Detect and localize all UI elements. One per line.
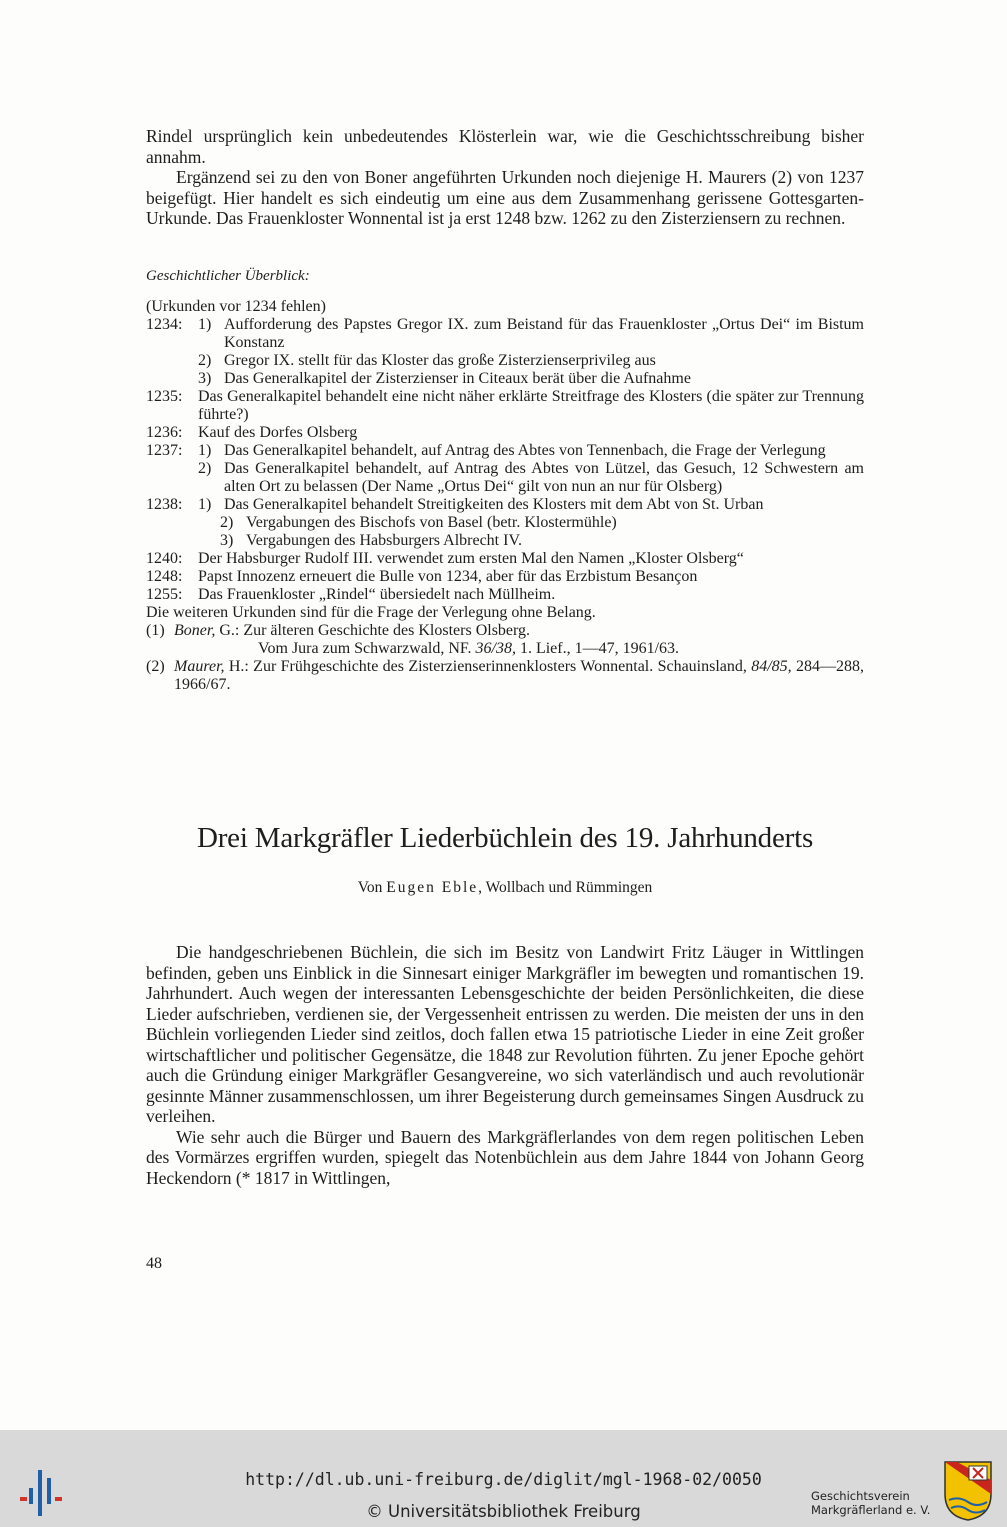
article-title: Drei Markgräfler Liederbüchlein des 19. Jahrhunderts — [196, 822, 814, 854]
timeline-text: Papst Innozenz erneuert die Bulle von 1234, aber für das Erzbistum Besançon — [198, 568, 698, 585]
timeline-number: 1) — [198, 442, 212, 459]
page-number: 48 — [146, 1255, 162, 1272]
timeline-number: 3) — [198, 370, 212, 387]
timeline-text: Das Generalkapitel der Zisterzienser in Citeaux berät über die Aufnahme — [224, 370, 691, 387]
timeline-year: 1240: — [146, 550, 183, 567]
byline-author: Eugen Eble — [386, 879, 479, 896]
byline-suffix: , Wollbach und Rümmingen — [478, 879, 653, 896]
timeline-text: Gregor IX. stellt für das Kloster das große Zisterzienserprivileg aus — [224, 352, 656, 369]
timeline-year: 1238: — [146, 496, 183, 513]
timeline-text: Das Generalkapitel behandelt Streitigkeiten des Klosters mit dem Abt von St. Urban — [224, 496, 764, 513]
reference-text: Vom Jura zum Schwarzwald, NF. — [258, 640, 476, 657]
timeline-entry-1235 — [146, 388, 864, 424]
org-line-2: Markgräflerland e. V. — [811, 1503, 931, 1517]
timeline-text: Das Frauenkloster „Rindel“ übersiedelt nach Müllheim. — [198, 586, 556, 603]
timeline-entry-1238-2 — [146, 514, 864, 532]
timeline-year: 1255: — [146, 586, 183, 603]
intro-section — [146, 126, 864, 229]
footer-url[interactable]: http://dl.ub.uni-freiburg.de/diglit/mgl-1968-02/0050 — [245, 1470, 762, 1489]
intro-paragraph-2: Ergänzend sei zu den von Boner angeführten Urkunden noch diejenige H. Maurers (2) von 1237 beigefügt. Hier handelt es sich eindeutig um eine aus dem Zusammenhang gerissene Gottesgarten-Urkunde. Das Frauenkloster Wonnental ist ja erst 1248 bzw. 1262 zu den Zisterziensern zu rechnen. — [146, 167, 864, 228]
timeline-number: 3) — [220, 532, 234, 549]
reference-volume: 84/85, — [751, 658, 792, 675]
footer-copyright: © Universitätsbibliothek Freiburg — [366, 1502, 641, 1521]
timeline-number: 1) — [198, 496, 212, 513]
timeline-entry-1238-3 — [146, 532, 864, 550]
timeline-entry-1236 — [146, 424, 864, 442]
timeline-entry-1248 — [146, 568, 864, 586]
article-paragraph-1: Die handgeschriebenen Büchlein, die sich im Besitz von Landwirt Fritz Läuger in Wittlingen befinden, geben uns Einblick in die Sinnesart einiger Markgräfler im bewegten und romantischen 19. Jahrhundert. Auch wegen der interessanten Lebensgeschichte der beiden Persönlichkeiten, die diese Lieder aufschrieben, verdienen sie, der Vergessenheit entrissen zu werden. Die meisten der uns in den Büchlein vorliegenden Lieder sind zeitlos, doch fallen etwa 15 patriotische Lieder in eine Zeit großer wirtschaftlicher und politischer Gegensätze, die 1848 zur Revolution führten. Zu jener Epoche gehört auch die Gründung einiger Markgräfler Gesangvereine, wo sich vaterländisch und auch revolutionär gesinnte Männer zusammenschlossen, um ihrer Begeisterung durch gemeinsames Singen Ausdruck zu verleihen. — [146, 942, 864, 1126]
coat-of-arms-icon — [943, 1460, 993, 1522]
timeline-entry-1237-2 — [146, 460, 864, 496]
reference-text: 1. Lief., 1—47, 1961/63. — [515, 640, 680, 657]
timeline-entry-1237-1 — [146, 442, 864, 460]
footer-organization — [811, 1489, 930, 1517]
timeline-year: 1235: — [146, 388, 183, 405]
timeline-number: 2) — [198, 352, 212, 369]
timeline-text: Vergabungen des Bischofs von Basel (betr. Klostermühle) — [246, 514, 617, 531]
reference-1 — [146, 622, 864, 640]
timeline-closing: Die weiteren Urkunden sind für die Frage der Verlegung ohne Belang. — [146, 604, 596, 621]
timeline-note: (Urkunden vor 1234 fehlen) — [146, 298, 326, 315]
article-paragraph-2: Wie sehr auch die Bürger und Bauern des Markgräflerlandes von dem regen politischen Leben des Vormärzes ergriffen wurden, spiegelt das Notenbüchlein aus dem Jahre 1844 von Johann Georg Heckendorn (* 1817 in Wittlingen, — [146, 1126, 864, 1188]
reference-label: (1) — [146, 622, 165, 639]
timeline-text: Vergabungen des Habsburgers Albrecht IV. — [246, 532, 522, 549]
timeline-entry-1234-2 — [146, 352, 864, 370]
overview-heading-block — [146, 268, 864, 285]
intro-paragraph-1: Rindel ursprünglich kein unbedeutendes Klösterlein war, wie die Geschichtsschreibung bisher annahm. — [146, 126, 864, 167]
timeline-entry-1234-1 — [146, 316, 864, 352]
timeline-text: Das Generalkapitel behandelt, auf Antrag des Abtes von Lützel, das Gesuch, 12 Schwestern am alten Ort zu belassen (Der Name „Ortus Dei“ gilt von nun an nur für Olsberg) — [224, 460, 864, 495]
timeline — [146, 298, 864, 694]
overview-heading: Geschichtlicher Überblick: — [146, 268, 310, 284]
byline-prefix: Von — [357, 879, 387, 896]
org-line-1: Geschichtsverein — [811, 1489, 910, 1503]
reference-1-line-2 — [146, 640, 864, 658]
timeline-entry-1238-1 — [146, 496, 864, 514]
timeline-year: 1234: — [146, 316, 183, 333]
reference-author: Maurer, — [174, 658, 225, 675]
timeline-year: 1237: — [146, 442, 183, 459]
timeline-text: Der Habsburger Rudolf III. verwendet zum ersten Mal den Namen „Kloster Olsberg“ — [198, 550, 744, 567]
timeline-text: Kauf des Dorfes Olsberg — [198, 424, 358, 441]
timeline-number: 1) — [198, 316, 212, 333]
timeline-entry-1240 — [146, 550, 864, 568]
reference-text: 284—288, 1966/67. — [174, 658, 864, 693]
reference-text: G.: Zur älteren Geschichte des Klosters Olsberg. — [215, 622, 531, 639]
timeline-year: 1236: — [146, 424, 183, 441]
reference-label: (2) — [146, 658, 165, 675]
timeline-number: 2) — [220, 514, 234, 531]
timeline-year: 1248: — [146, 568, 183, 585]
timeline-entry-1255 — [146, 586, 864, 604]
reference-author: Boner, — [174, 622, 216, 639]
timeline-text: Aufforderung des Papstes Gregor IX. zum Beistand für das Frauenkloster „Ortus Dei“ im Bistum Konstanz — [224, 316, 864, 351]
timeline-entry-1234-3 — [146, 370, 864, 388]
article-byline — [146, 879, 864, 897]
reference-volume: 36/38, — [475, 640, 516, 657]
footer-bar — [0, 1430, 1007, 1527]
timeline-text: Das Generalkapitel behandelt, auf Antrag des Abtes von Tennenbach, die Frage der Verlegung — [224, 442, 826, 459]
timeline-number: 2) — [198, 460, 212, 477]
article-body — [146, 942, 864, 1188]
references — [146, 622, 864, 694]
timeline-text: Das Generalkapitel behandelt eine nicht näher erklärte Streitfrage des Klosters (die später zur Trennung führte?) — [198, 388, 864, 423]
reference-text: H.: Zur Frühgeschichte des Zisterzienserinnenklosters Wonnental. Schauinsland, — [224, 658, 752, 675]
reference-2 — [146, 658, 864, 694]
